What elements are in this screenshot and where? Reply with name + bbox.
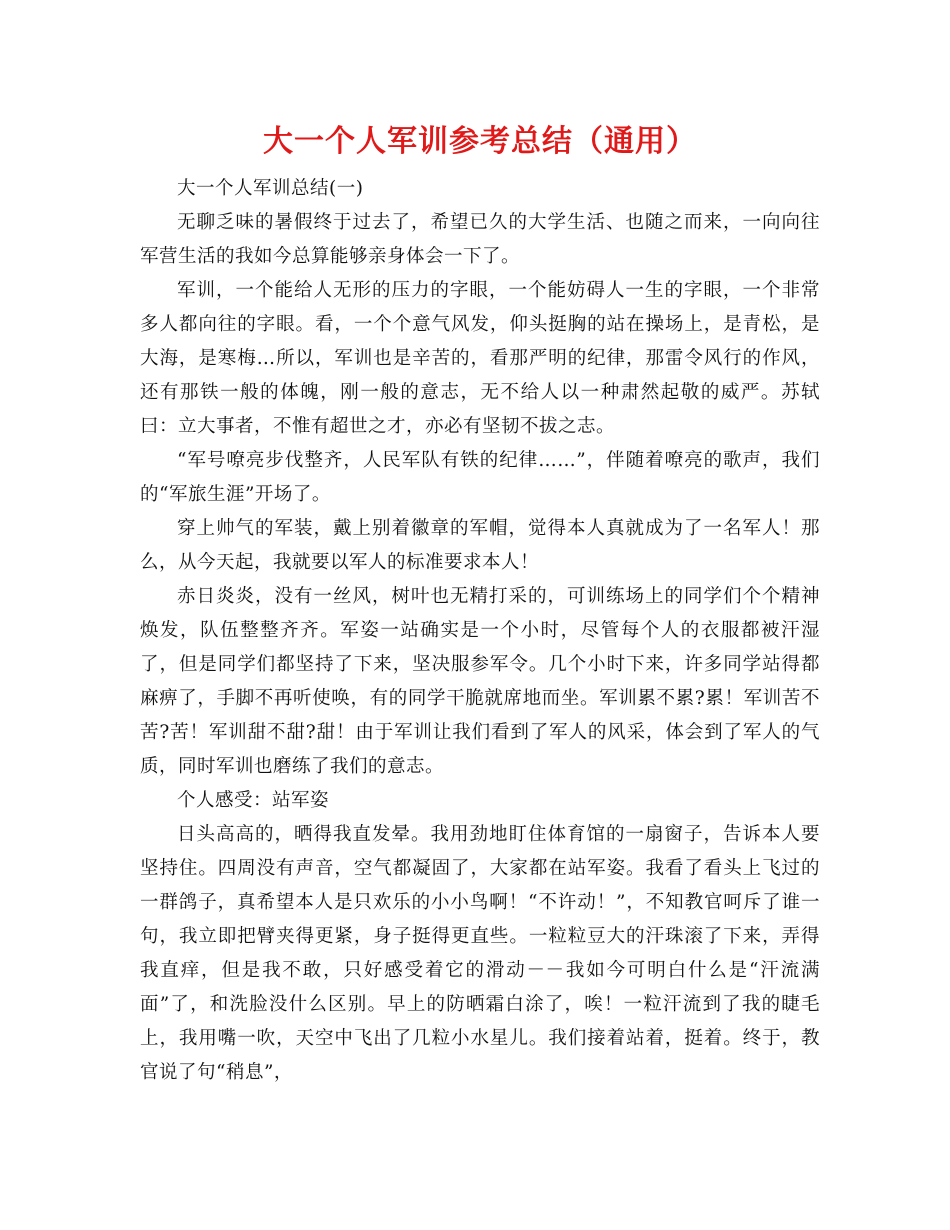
document-title: 大一个人军训参考总结（通用） xyxy=(263,124,697,159)
section-heading-2: 个人感受：站军姿 xyxy=(177,790,330,811)
paragraph-1: 无聊乏味的暑假终于过去了，希望已久的大学生活、也随之而来，一向向往军营生活的我如今总算能够亲身体会一下了。 xyxy=(140,212,820,267)
paragraph-6: 日头高高的，晒得我直发晕。我用劲地盯住体育馆的一扇窗子，告诉本人要坚持住。四周没有声音，空气都凝固了，大家都在站军姿。我看了看头上飞过的一群鸽子，真希望本人是只欢乐的小小鸟啊！“不许动！”，不知教官呵斥了谁一句，我立即把臂夹得更紧，身子挺得更直些。一粒粒豆大的汗珠滚了下来，弄得我直痒，但是我不敢，只好感受着它的滑动－－我如今可明白什么是“汗流满面”了，和洗脸没什么区别。早上的防晒霜白涂了，唉！一粒汗流到了我的睫毛上，我用嘴一吹，天空中飞出了几粒小水星儿。我们接着站着，挺着。终于，教官说了句“稍息”， xyxy=(140,824,820,1083)
document-page xyxy=(140,118,820,1090)
paragraph-2: 军训，一个能给人无形的压力的字眼，一个能妨碍人一生的字眼，一个非常多人都向往的字眼。看，一个个意气风发，仰头挺胸的站在操场上，是青松，是大海，是寒梅…所以，军训也是辛苦的，看那严明的纪律，那雷令风行的作风，还有那铁一般的体魄，刚一般的意志，无不给人以一种肃然起敬的威严。苏轼曰：立大事者，不惟有超世之才，亦必有坚韧不拔之志。 xyxy=(140,280,820,437)
section-heading-1: 大一个人军训总结(一) xyxy=(177,178,364,199)
paragraph-5: 赤日炎炎，没有一丝风，树叶也无精打采的，可训练场上的同学们个个精神焕发，队伍整整齐齐。军姿一站确实是一个小时，尽管每个人的衣服都被汗湿了，但是同学们都坚持了下来，坚决服参军令。几个小时下来，许多同学站得都麻痹了，手脚不再听使唤，有的同学干脆就席地而坐。军训累不累?累！军训苦不苦?苦！军训甜不甜?甜！由于军训让我们看到了军人的风采，体会到了军人的气质，同时军训也磨练了我们的意志。 xyxy=(140,586,820,777)
paragraph-3: “军号嘹亮步伐整齐，人民军队有铁的纪律……”，伴随着嘹亮的歌声，我们的“军旅生涯”开场了。 xyxy=(140,450,820,505)
paragraph-4: 穿上帅气的军装，戴上别着徽章的军帽，觉得本人真就成为了一名军人！那么，从今天起，我就要以军人的标准要求本人！ xyxy=(140,518,820,573)
